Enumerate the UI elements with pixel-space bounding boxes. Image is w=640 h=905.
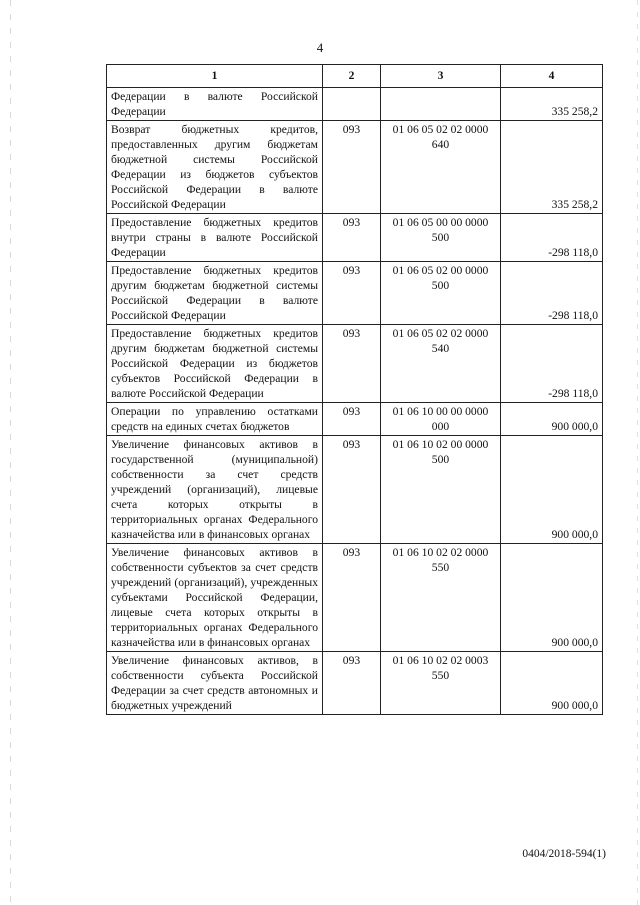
- table-row: [107, 262, 603, 325]
- row-admin-code: [323, 88, 381, 121]
- row-name: Возврат бюджетных кредитов, предоставленных другим бюджетам бюджетной системы Российской Федерации из бюджетов субъектов Российской Федерации в валюте Российской Федерации: [107, 121, 323, 214]
- column-header-1: 1: [107, 65, 323, 88]
- column-header-2: 2: [323, 65, 381, 88]
- table-row: [107, 544, 603, 652]
- row-name: Предоставление бюджетных кредитов другим бюджетам бюджетной системы Российской Федерации из бюджетов субъектов Российской Федерации в валюте Российской Федерации: [107, 325, 323, 403]
- row-admin-code: 093: [323, 262, 381, 325]
- budget-sources-table: [106, 64, 603, 715]
- row-name: Увеличение финансовых активов, в собственности субъекта Российской Федерации за счет средств автономных и бюджетных учреждений: [107, 652, 323, 715]
- row-admin-code: 093: [323, 121, 381, 214]
- scan-edge-left: [10, 0, 11, 905]
- row-name: Увеличение финансовых активов в государственной (муниципальной) собственности за счет средств учреждений (организаций), лицевые счета которых открыты в территориальных органах Федерального казначейства или в финансовых органах: [107, 436, 323, 544]
- row-admin-code: 093: [323, 652, 381, 715]
- row-admin-code: 093: [323, 544, 381, 652]
- table-row: [107, 652, 603, 715]
- row-name: Увеличение финансовых активов в собственности субъектов за счет средств учреждений (организаций), учрежденных субъектами Российской Федерации, лицевые счета которых открыты в территориальных органах Федерального казначейства или в финансовых органах: [107, 544, 323, 652]
- row-budget-code: [381, 88, 501, 121]
- page-number: 4: [316, 40, 324, 55]
- table-header-row: [107, 65, 603, 88]
- table-row: [107, 403, 603, 436]
- row-name: Федерации в валюте Российской Федерации: [107, 88, 323, 121]
- row-admin-code: 093: [323, 403, 381, 436]
- row-admin-code: 093: [323, 325, 381, 403]
- row-amount: 900 000,0: [501, 403, 603, 436]
- table-row: [107, 88, 603, 121]
- row-budget-code: 01 06 05 02 02 0000 640: [381, 121, 501, 214]
- row-amount: -298 118,0: [501, 214, 603, 262]
- table-row: [107, 121, 603, 214]
- document-footer-code: 0404/2018-594(1): [522, 848, 606, 860]
- row-amount: 335 258,2: [501, 121, 603, 214]
- table-row: [107, 436, 603, 544]
- scan-edge-right: [637, 0, 638, 905]
- row-admin-code: 093: [323, 436, 381, 544]
- row-admin-code: 093: [323, 214, 381, 262]
- row-name: Предоставление бюджетных кредитов внутри страны в валюте Российской Федерации: [107, 214, 323, 262]
- row-amount: 900 000,0: [501, 652, 603, 715]
- row-amount: 900 000,0: [501, 436, 603, 544]
- row-budget-code: 01 06 05 02 00 0000 500: [381, 262, 501, 325]
- column-header-3: 3: [381, 65, 501, 88]
- row-budget-code: 01 06 10 02 02 0003 550: [381, 652, 501, 715]
- row-budget-code: 01 06 10 00 00 0000 000: [381, 403, 501, 436]
- row-amount: -298 118,0: [501, 325, 603, 403]
- row-amount: 335 258,2: [501, 88, 603, 121]
- row-amount: -298 118,0: [501, 262, 603, 325]
- row-budget-code: 01 06 10 02 02 0000 550: [381, 544, 501, 652]
- row-budget-code: 01 06 05 02 02 0000 540: [381, 325, 501, 403]
- table-row: [107, 214, 603, 262]
- row-budget-code: 01 06 05 00 00 0000 500: [381, 214, 501, 262]
- row-name: Предоставление бюджетных кредитов другим бюджетам бюджетной системы Российской Федерации в валюте Российской Федерации: [107, 262, 323, 325]
- row-name: Операции по управлению остатками средств на единых счетах бюджетов: [107, 403, 323, 436]
- column-header-4: 4: [501, 65, 603, 88]
- table-row: [107, 325, 603, 403]
- row-budget-code: 01 06 10 02 00 0000 500: [381, 436, 501, 544]
- row-amount: 900 000,0: [501, 544, 603, 652]
